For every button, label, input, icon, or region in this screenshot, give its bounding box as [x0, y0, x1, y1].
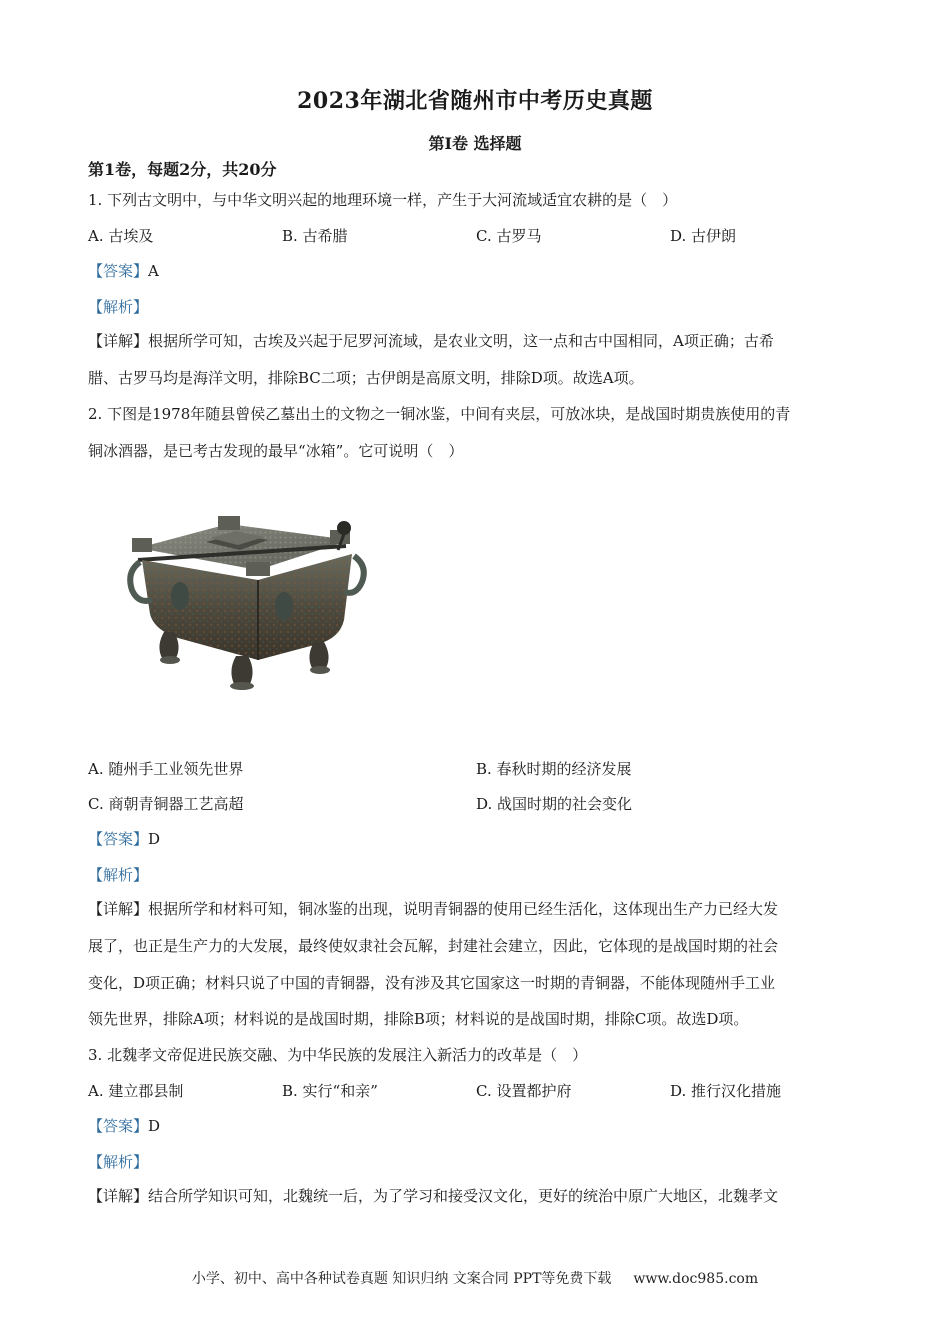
q3-answer	[88, 1116, 868, 1136]
detail-tag: 【详解】	[88, 1187, 149, 1205]
page-title: 2023年湖北省随州市中考历史真题	[297, 88, 653, 114]
q2-detail-line-1	[88, 899, 868, 919]
q2-answer	[88, 829, 868, 849]
q1-analysis-tag: 【解析】	[88, 298, 149, 316]
detail-text: 结合所学知识可知，北魏统一后，为了学习和接受汉文化，更好的统治中原广大地区，北魏孝文	[148, 1187, 779, 1205]
q2-option-c: C. 商朝青铜器工艺高超	[88, 795, 244, 813]
q3-option-c: C. 设置都护府	[476, 1082, 572, 1100]
q3-analysis-tag: 【解析】	[88, 1153, 149, 1171]
question-2-stem-line-2: 铜冰酒器，是已考古发现的最早“冰箱”。它可说明（ ）	[88, 442, 464, 460]
answer-tag: 【答案】	[88, 830, 149, 848]
q2-detail-line-3: 变化，D项正确；材料只说了中国的青铜器，没有涉及其它国家这一时期的青铜器，不能体现随州手工业	[88, 974, 776, 992]
answer-value: D	[148, 1117, 161, 1135]
q1-detail-line-1	[88, 331, 868, 351]
q2-detail-line-4: 领先世界，排除A项；材料说的是战国时期，排除B项；材料说的是战国时期，排除C项。故选D项。	[88, 1010, 749, 1028]
question-2-stem-line-1: 2. 下图是1978年随县曾侯乙墓出土的文物之一铜冰鉴，中间有夹层，可放冰块，是战国时期贵族使用的青	[88, 405, 791, 423]
q2-analysis-tag: 【解析】	[88, 866, 149, 884]
detail-tag: 【详解】	[88, 332, 149, 350]
q1-option-b: B. 古希腊	[282, 227, 348, 245]
q1-option-c: C. 古罗马	[476, 227, 542, 245]
detail-text: 根据所学和材料可知，铜冰鉴的出现，说明青铜器的使用已经生活化，这体现出生产力已经大发	[148, 900, 779, 918]
q1-option-a: A. 古埃及	[88, 227, 154, 245]
bronze-ice-vessel-image	[118, 510, 370, 692]
section-title: 第Ⅰ卷 选择题	[428, 134, 522, 153]
page-footer	[0, 1268, 950, 1288]
q3-option-a: A. 建立郡县制	[88, 1082, 184, 1100]
answer-value: D	[148, 830, 161, 848]
q1-detail-line-2: 腊、古罗马均是海洋文明，排除BC二项；古伊朗是高原文明，排除D项。故选A项。	[88, 369, 644, 387]
answer-tag: 【答案】	[88, 1117, 149, 1135]
q3-option-b: B. 实行“和亲”	[282, 1082, 378, 1100]
answer-value: A	[148, 262, 159, 280]
q3-option-d: D. 推行汉化措施	[670, 1082, 782, 1100]
q3-detail-line-1	[88, 1186, 868, 1206]
detail-tag: 【详解】	[88, 900, 149, 918]
answer-tag: 【答案】	[88, 262, 149, 280]
q2-detail-line-2: 展了，也正是生产力的大发展，最终使奴隶社会瓦解，封建社会建立，因此，它体现的是战国时期的社会	[88, 937, 779, 955]
q2-option-b: B. 春秋时期的经济发展	[476, 760, 632, 778]
q1-option-d: D. 古伊朗	[670, 227, 737, 245]
detail-text: 根据所学可知，古埃及兴起于尼罗河流域，是农业文明，这一点和古中国相同，A项正确；古希	[148, 332, 774, 350]
question-3-stem: 3. 北魏孝文帝促进民族交融、为中华民族的发展注入新活力的改革是（ ）	[88, 1046, 588, 1064]
q2-option-a: A. 随州手工业领先世界	[88, 760, 244, 778]
section-note: 第1卷，每题2分，共20分	[88, 160, 277, 179]
q1-answer	[88, 261, 868, 281]
footer-link[interactable]: www.doc985.com	[633, 1271, 759, 1287]
q2-option-d: D. 战国时期的社会变化	[476, 795, 633, 813]
question-1-stem: 1. 下列古文明中，与中华文明兴起的地理环境一样，产生于大河流域适宜农耕的是（ ）	[88, 191, 678, 209]
footer-text: 小学、初中、高中各种试卷真题 知识归纳 文案合同 PPT等免费下载	[191, 1271, 612, 1287]
